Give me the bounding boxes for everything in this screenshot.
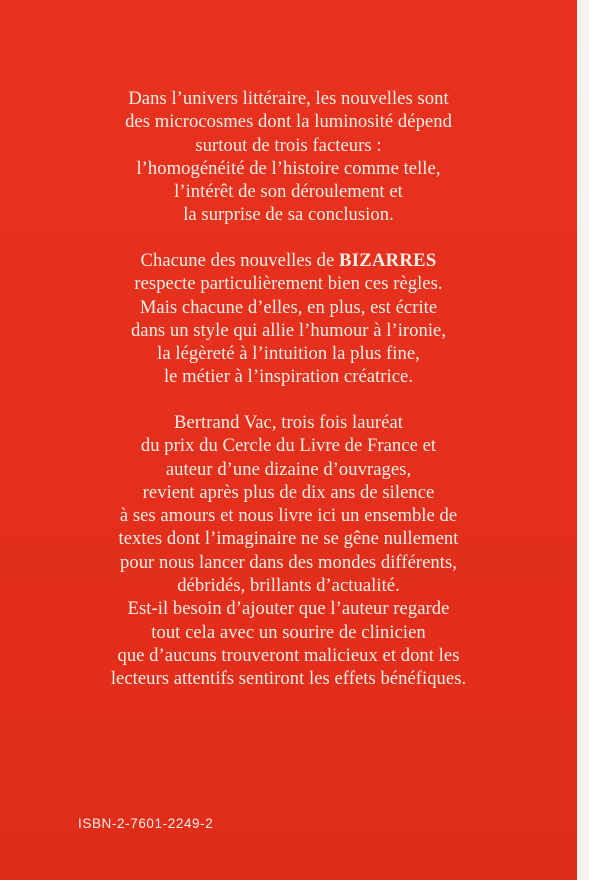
text-line: le métier à l’inspiration créatrice. <box>163 366 414 388</box>
text-line: Mais chacune d’elles, en plus, est écrite <box>139 296 438 318</box>
text-line: du prix du Cercle du Livre de France et <box>140 435 437 457</box>
text-line: des microcosmes dont la luminosité dépend <box>125 111 452 133</box>
text-line: revient après plus de dix ans de silence <box>142 481 435 503</box>
text-line <box>0 249 577 272</box>
style-paragraph <box>0 249 577 389</box>
text-line: Dans l’univers littéraire, les nouvelles sont <box>128 88 449 109</box>
text-line: l’intérêt de son déroulement et <box>174 181 403 203</box>
text-line: Bertrand Vac, trois fois lauréat <box>174 412 403 433</box>
isbn-number: ISBN-2-7601-2249-2 <box>78 816 214 831</box>
text-line: pour nous lancer dans des mondes différents, <box>120 551 457 573</box>
page-edge <box>577 0 589 880</box>
book-title: BIZARRES <box>339 250 437 271</box>
text-line: l’homogénéité de l’histoire comme telle, <box>136 157 441 179</box>
text-line: Est-il besoin d’ajouter que l’auteur regarde <box>127 598 450 620</box>
text-line: la surprise de sa conclusion. <box>183 204 394 226</box>
text-line: lecteurs attentifs sentiront les effets bénéfiques. <box>110 668 467 690</box>
author-paragraph <box>0 411 577 691</box>
text-line: à ses amours et nous livre ici un ensemble de <box>119 505 458 527</box>
text-line: dans un style qui allie l’humour à l’ironie, <box>130 319 447 341</box>
text-line: tout cela avec un sourire de clinicien <box>151 621 426 643</box>
intro-paragraph <box>0 87 577 227</box>
text-line: surtout de trois facteurs : <box>195 134 382 156</box>
text-line: la légèreté à l’intuition la plus fine, <box>157 343 420 365</box>
text-line: respecte particulièrement bien ces règles. <box>134 273 443 295</box>
text-line: auteur d’une dizaine d’ouvrages, <box>165 458 412 480</box>
text-line: textes dont l’imaginaire ne se gêne nullement <box>118 528 459 550</box>
text-fragment: Chacune des nouvelles de <box>140 250 340 271</box>
text-line: que d’aucuns trouveront malicieux et dont les <box>117 644 460 666</box>
text-line: débridés, brillants d’actualité. <box>177 575 400 597</box>
